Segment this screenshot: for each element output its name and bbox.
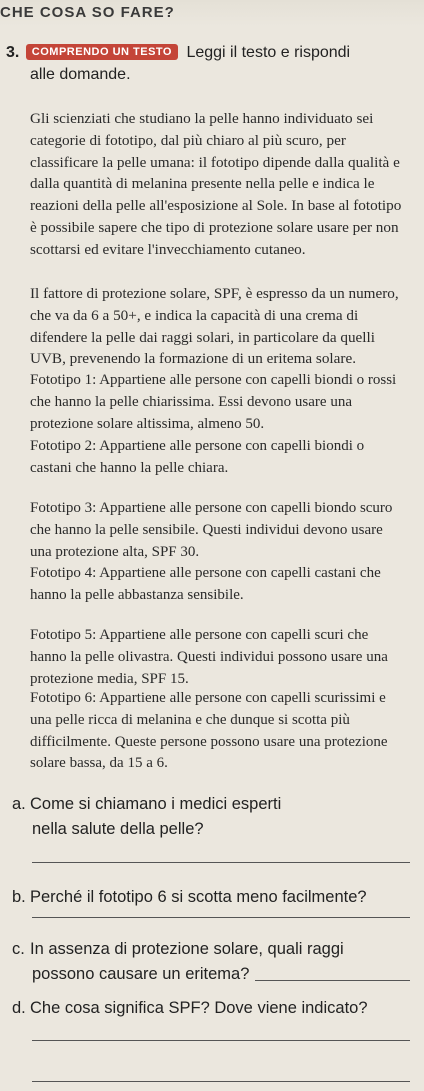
question-text: In assenza di protezione solare, quali raggi <box>30 940 344 958</box>
fototipo-text: Appartiene alle persone con capelli biondo scuro che hanno la pelle sensibile. Questi individui devono usare una protezione alta, SPF 30. <box>30 500 393 560</box>
answer-line-b[interactable] <box>32 917 410 918</box>
question-letter: a. <box>12 795 26 813</box>
fototipo-text: Appartiene alle persone con capelli biondi o castani che hanno la pelle chiara. <box>30 438 365 476</box>
fototipo-1 <box>30 370 408 435</box>
question-letter: d. <box>12 999 26 1017</box>
exercise-instruction: Leggi il testo e rispondi <box>186 44 351 61</box>
fototipo-label: Fototipo 6: <box>30 690 97 706</box>
fototipo-label: Fototipo 3: <box>30 500 97 516</box>
question-text: Che cosa significa SPF? Dove viene indicato? <box>30 999 368 1017</box>
header-bar <box>0 0 424 26</box>
section-title: CHE COSA SO FARE? <box>0 4 175 21</box>
fototipo-5 <box>30 625 408 690</box>
answer-line-d-2[interactable] <box>32 1081 410 1082</box>
fototipo-text: Appartiene alle persone con capelli biondi o rossi che hanno la pelle chiarissima. Essi devono usare una protezione solare altissima, almeno 50. <box>30 372 397 432</box>
fototipo-text: Appartiene alle persone con capelli scurissimi e una pelle ricca di melanina e che dunque si scotta più difficilmente. Queste persone possono usare una protezione solare bassa, da 15 a 6. <box>30 690 388 772</box>
fototipo-2 <box>30 436 408 480</box>
fototipo-label: Fototipo 5: <box>30 627 97 643</box>
fototipo-label: Fototipo 4: <box>30 565 97 581</box>
question-b <box>12 885 412 910</box>
question-text-continued: nella salute della pelle? <box>32 820 204 838</box>
fototipo-6 <box>30 688 408 775</box>
answer-line-a[interactable] <box>32 862 410 863</box>
fototipo-4 <box>30 563 408 607</box>
question-a <box>12 792 412 842</box>
fototipo-text: Appartiene alle persone con capelli castani che hanno la pelle abbastanza sensibile. <box>30 565 381 603</box>
exercise-instruction-continued: alle domande. <box>30 66 131 83</box>
question-letter: b. <box>12 888 26 906</box>
exercise-heading <box>6 44 350 62</box>
fototipo-3 <box>30 498 408 563</box>
fototipo-label: Fototipo 2: <box>30 438 97 454</box>
passage-intro: Gli scienziati che studiano la pelle hanno individuato sei categorie di fototipo, dal più chiaro al più scuro, per classificare la pelle umana: il fototipo dipende dalla qualità e dalla quantità di melanina presente nella pelle e indica le reazioni della pelle all'esposizione al Sole. In base al fototipo è possibile sapere che tipo di protezione solare usare per non scottarsi ed evitare l'invecchiamento cutaneo. <box>30 110 402 258</box>
answer-line-c[interactable] <box>255 980 410 981</box>
question-letter: c. <box>12 940 25 958</box>
question-text: Come si chiamano i medici esperti <box>30 795 282 813</box>
answer-line-d-1[interactable] <box>32 1040 410 1041</box>
question-d <box>12 996 412 1021</box>
exercise-badge: COMPRENDO UN TESTO <box>26 44 178 60</box>
fototipo-text: Appartiene alle persone con capelli scuri che hanno la pelle olivastra. Questi individui possono usare una protezione media, SPF 15. <box>30 627 388 687</box>
exercise-number: 3. <box>6 44 20 61</box>
passage-spf: Il fattore di protezione solare, SPF, è espresso da un numero, che va da 6 a 50+, e indica la capacità di una crema di difendere la pelle dai raggi solari, in particolare da quelli UVB, prevenendo la formazione di un eritema solare. <box>30 285 399 368</box>
question-text: Perché il fototipo 6 si scotta meno facilmente? <box>30 888 367 906</box>
question-text-continued: possono causare un eritema? <box>32 965 250 983</box>
fototipo-label: Fototipo 1: <box>30 372 97 388</box>
